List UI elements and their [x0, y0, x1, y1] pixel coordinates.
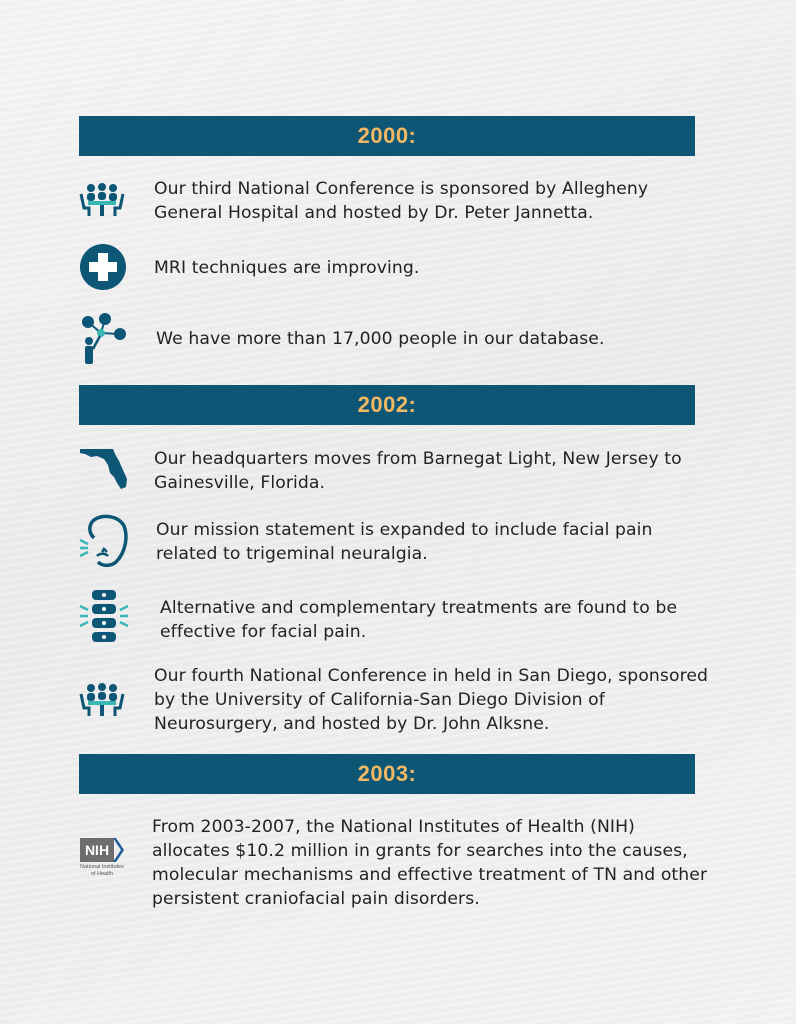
nih-logo-caption: National Institutes of Health [80, 864, 124, 877]
people-network-icon [79, 311, 131, 370]
nih-logo-text: NIH [80, 838, 114, 862]
item-text: Our headquarters moves from Barnegat Light, New Jersey to Gainesville, Florida. [154, 449, 682, 493]
year-label: 2003: [357, 761, 417, 786]
year-banner-2002 [79, 385, 695, 425]
medical-cross-icon [79, 243, 127, 296]
conference-meeting-icon [79, 182, 125, 223]
item-text: Our mission statement is expanded to include facial pain related to trigeminal neuralgia. [156, 520, 653, 564]
year-banner-2000 [79, 116, 695, 156]
item-text: From 2003-2007, the National Institutes of Health (NIH) allocates $10.2 million in grants for searches into the causes, molecular mechanisms and effective treatment of TN and other persistent craniofacial pain disorders. [152, 817, 708, 909]
year-label: 2002: [357, 392, 417, 417]
item-text: Our fourth National Conference in held in San Diego, sponsored by the University of California-San Diego Division of Neurosurgery, and hosted by Dr. John Alksne. [154, 666, 709, 734]
spine-icon [78, 588, 132, 649]
conference-meeting-icon [79, 682, 125, 723]
item-text: We have more than 17,000 people in our database. [156, 329, 605, 349]
facial-pain-icon [78, 512, 130, 573]
item-text: Our third National Conference is sponsored by Allegheny General Hospital and hosted by Dr. Peter Jannetta. [154, 179, 649, 223]
year-label: 2000: [357, 123, 417, 148]
florida-map-icon [79, 445, 129, 495]
item-text: Alternative and complementary treatments are found to be effective for facial pain. [160, 598, 678, 642]
item-text: MRI techniques are improving. [154, 258, 420, 278]
nih-logo-icon [80, 838, 126, 877]
year-banner-2003 [79, 754, 695, 794]
